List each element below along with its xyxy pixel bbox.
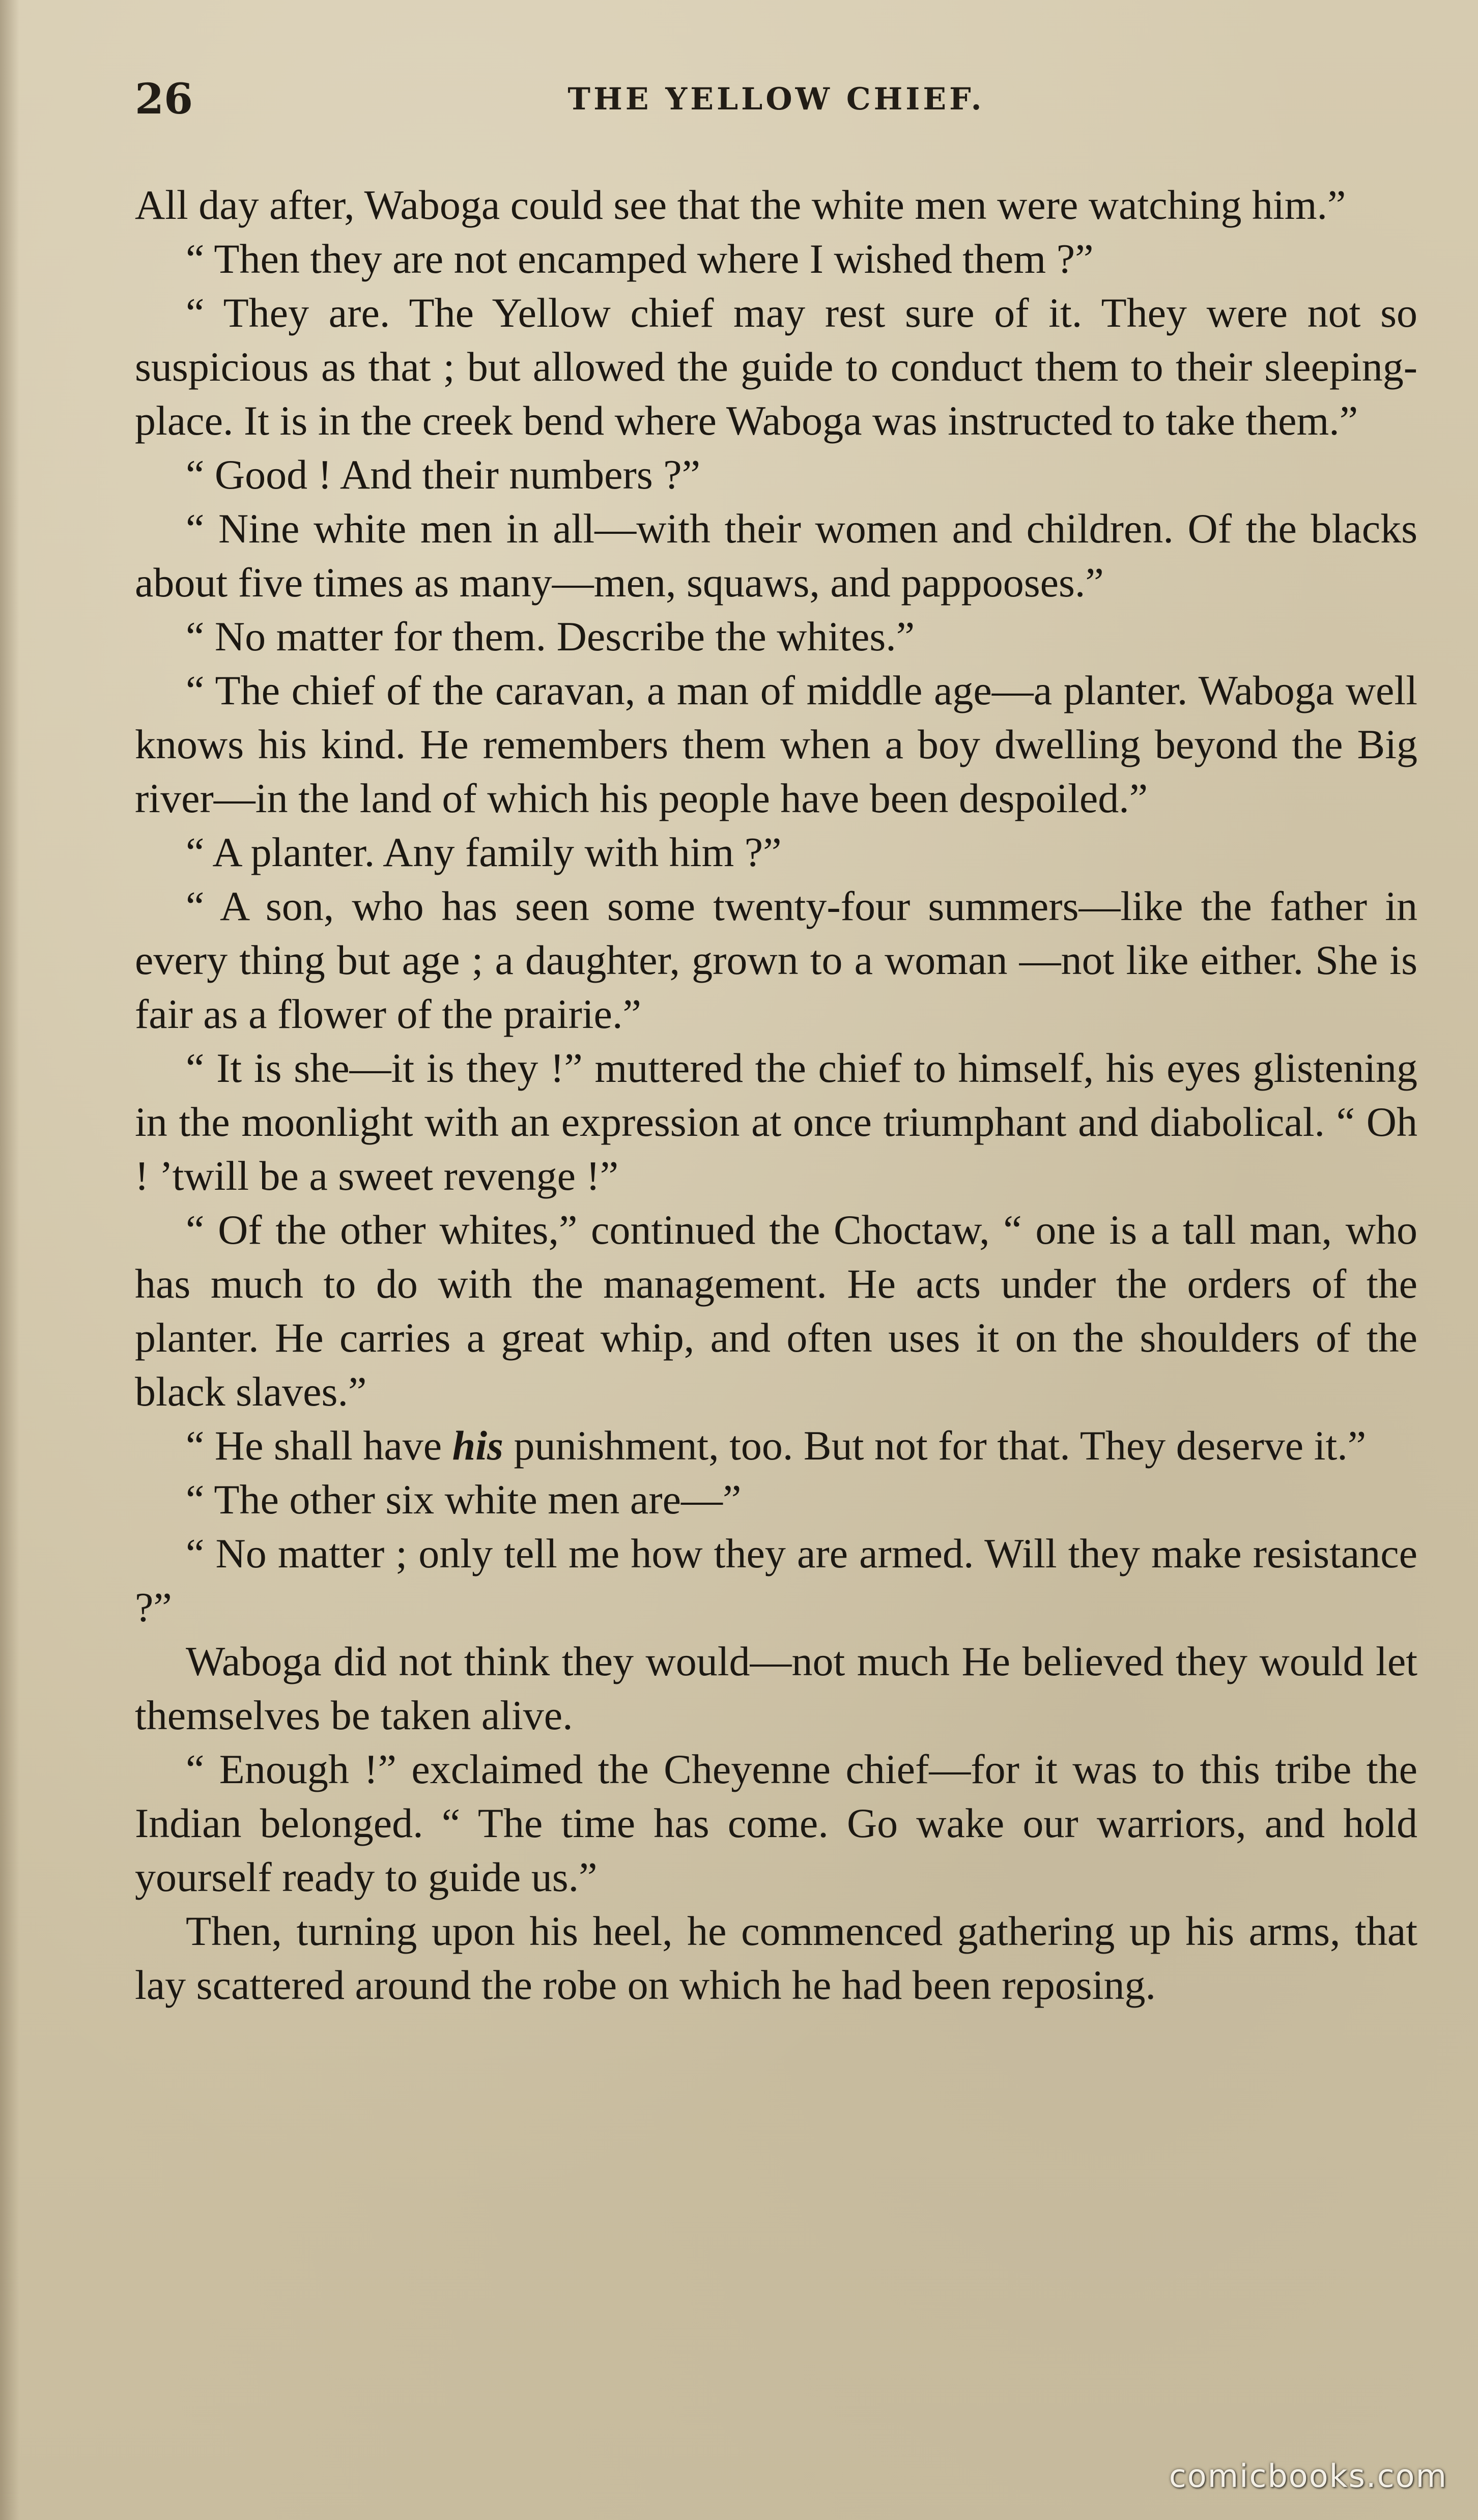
- paragraph: “ The chief of the caravan, a man of middle age—a planter. Waboga well knows his kind. He remembers them when a boy dwelling beyond the Big river—in the land of which his people have been despoiled.”: [135, 667, 1417, 821]
- paragraph-text: punishment, too. But not for that. They deserve it.”: [503, 1422, 1367, 1469]
- paragraph: “ The other six white men are—”: [186, 1476, 742, 1523]
- emphasis-text: his: [452, 1422, 503, 1469]
- watermark: comicbooks.com: [1169, 2457, 1447, 2495]
- paragraph: “ Of the other whites,” continued the Choctaw, “ one is a tall man, who has much to do with the management. He acts under the orders of the planter. He carries a great whip, and often uses it on the shoulders of the black slaves.”: [135, 1207, 1417, 1415]
- paragraph: “ A planter. Any family with him ?”: [186, 829, 782, 875]
- page-header: [135, 71, 1417, 127]
- paragraph: “ No matter for them. Describe the whites.”: [186, 613, 915, 660]
- paragraph: “ A son, who has seen some twenty-four summers—like the father in every thing but age ; a daughter, grown to a woman —not like either. She is fair as a flower of the prairie.”: [135, 883, 1417, 1037]
- paragraph: “ Then they are not encamped where I wished them ?”: [186, 236, 1094, 282]
- body-text: [135, 178, 1417, 2012]
- paragraph: “ Good ! And their numbers ?”: [186, 451, 701, 498]
- paragraph: “ No matter ; only tell me how they are armed. Will they make resistance ?”: [135, 1530, 1417, 1630]
- page-binding-shadow: [0, 0, 19, 2520]
- paragraph: “ They are. The Yellow chief may rest sure of it. They were not so suspicious as that ; but allowed the guide to conduct them to their sleeping-place. It is in the creek bend where Waboga was instructed to take them.”: [135, 290, 1417, 444]
- paragraph: All day after, Waboga could see that the white men were watching him.”: [135, 182, 1346, 228]
- paragraph: [135, 1419, 1417, 1473]
- running-title: THE YELLOW CHIEF.: [567, 81, 985, 117]
- paragraph: “ It is she—it is they !” muttered the chief to himself, his eyes glistening in the moonlight with an expression at once triumphant and diabolical. “ Oh ! ’twill be a sweet revenge !”: [135, 1045, 1417, 1199]
- paragraph: Waboga did not think they would—not much He believed they would let themselves be taken alive.: [135, 1638, 1417, 1738]
- paragraph: “ Enough !” exclaimed the Cheyenne chief—for it was to this tribe the Indian belonged. “ The time has come. Go wake our warriors, and hold yourself ready to guide us.”: [135, 1746, 1417, 1900]
- paragraph-text: “ He shall have: [186, 1422, 452, 1469]
- paragraph: “ Nine white men in all—with their women and children. Of the blacks about five times as many—men, squaws, and pappooses.”: [135, 505, 1417, 606]
- paragraph: Then, turning upon his heel, he commenced gathering up his arms, that lay scattered around the robe on which he had been reposing.: [135, 1908, 1417, 2008]
- page-number: 26: [135, 75, 193, 124]
